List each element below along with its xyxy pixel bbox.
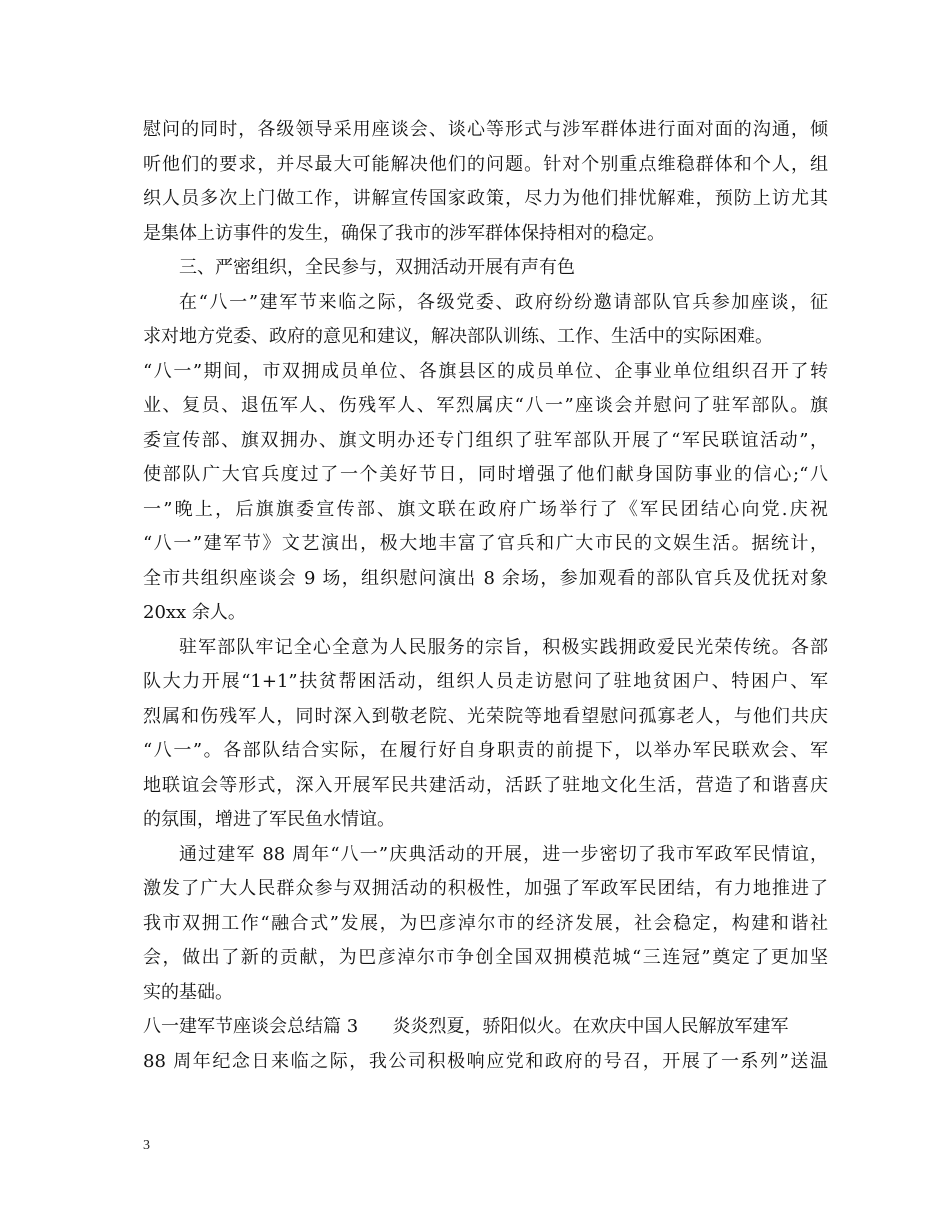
paragraph-line: 在“八一”建军节来临之际，各级党委、政府纷纷邀请部队官兵参加座谈，征 xyxy=(179,291,828,313)
paragraph-line: 使部队广大官兵度过了一个美好节日，同时增强了他们献身国防事业的信心;“八 xyxy=(143,464,828,485)
paragraph-line: 激发了广大人民群众参与双拥活动的积极性，加强了军政军民团结，有力地推进了 xyxy=(143,878,828,899)
paragraph-line: 20xx 余人。 xyxy=(143,602,246,623)
paragraph-line: 的氛围，增进了军民鱼水情谊。 xyxy=(143,809,395,830)
paragraph-line: 委宣传部、旗双拥办、旗文明办还专门组织了驻军部队开展了“军民联谊活动”， xyxy=(143,429,828,451)
paragraph-line: “八一”。各部队结合实际，在履行好自身职责的前提下，以举办军民联欢会、军 xyxy=(143,740,828,761)
paragraph-line: 驻军部队牢记全心全意为人民服务的宗旨，积极实践拥政爱民光荣传统。各部 xyxy=(179,636,828,658)
paragraph-line: 织人员多次上门做工作，讲解宣传国家政策，尽力为他们排忧解难，预防上访尤其 xyxy=(143,188,828,209)
paragraph-line: 会，做出了新的贡献，为巴彦淖尔市争创全国双拥模范城“三连冠”奠定了更加坚 xyxy=(143,947,828,968)
paragraph-line: 队大力开展“1+1”扶贫帮困活动，组织人员走访慰问了驻地贫困户、特困户、军 xyxy=(143,671,828,692)
paragraph-line: 我市双拥工作“融合式”发展，为巴彦淖尔市的经济发展，社会稳定，构建和谐社 xyxy=(143,912,828,934)
page-number: 3 xyxy=(143,1138,150,1153)
paragraph-line: 地联谊会等形式，深入开展军民共建活动，活跃了驻地文化生活，营造了和谐喜庆 xyxy=(143,774,828,796)
paragraph-line: 是集体上访事件的发生，确保了我市的涉军群体保持相对的稳定。 xyxy=(143,222,665,244)
paragraph-line: 慰问的同时，各级领导采用座谈会、谈心等形式与涉军群体进行面对面的沟通，倾 xyxy=(143,119,828,140)
section-heading: 三、严密组织，全民参与，双拥活动开展有声有色 xyxy=(179,257,575,278)
paragraph-line: “八一”建军节》文艺演出，极大地丰富了官兵和广大市民的文娱生活。据统计， xyxy=(143,533,828,554)
document-body xyxy=(143,113,828,1079)
paragraph-line: 全市共组织座谈会 9 场，组织慰问演出 8 余场，参加观看的部队官兵及优抚对象 xyxy=(143,567,828,589)
paragraph-line: “八一”期间，市双拥成员单位、各旗县区的成员单位、企事业单位组织召开了转 xyxy=(143,360,828,382)
paragraph-line: 听他们的要求，并尽最大可能解决他们的问题。针对个别重点维稳群体和个人，组 xyxy=(143,153,828,175)
section-title-line: 八一建军节座谈会总结篇 3 炎炎烈夏，骄阳似火。在欢庆中国人民解放军建军 xyxy=(143,1016,789,1037)
paragraph-line: 通过建军 88 周年“八一”庆典活动的开展，进一步密切了我市军政军民情谊， xyxy=(179,843,828,865)
paragraph-line: 实的基础。 xyxy=(143,981,233,1003)
paragraph-line: 88 周年纪念日来临之际，我公司积极响应党和政府的号召，开展了一系列”送温 xyxy=(143,1050,828,1072)
paragraph-line: 烈属和伤残军人，同时深入到敬老院、光荣院等地看望慰问孤寡老人，与他们共庆 xyxy=(143,705,828,727)
paragraph-line: 求对地方党委、政府的意见和建议，解决部队训练、工作、生活中的实际困难。 xyxy=(143,326,773,347)
paragraph-line: 业、复员、退伍军人、伤残军人、军烈属庆“八一”座谈会并慰问了驻军部队。旗 xyxy=(143,395,828,416)
paragraph-line: 一”晚上，后旗旗委宣传部、旗文联在政府广场举行了《军民团结心向党.庆祝 xyxy=(143,498,828,520)
